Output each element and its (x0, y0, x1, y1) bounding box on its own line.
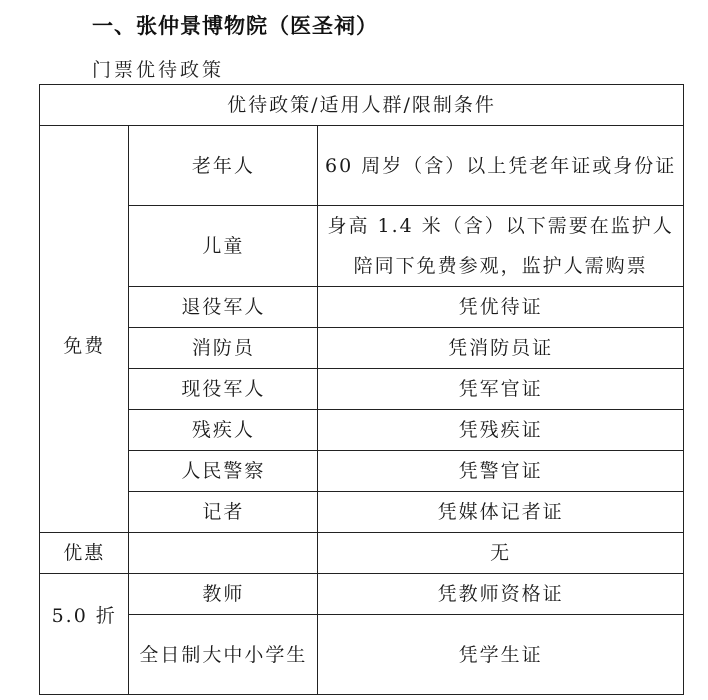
table-row (40, 615, 684, 695)
group-cell: 记者 (129, 492, 318, 533)
condition-cell: 60 周岁（含）以上凭老年证或身份证 (318, 126, 684, 206)
table-row (40, 574, 684, 615)
section-title: 一、张仲景博物院（医圣祠） (92, 14, 378, 38)
table-row (40, 328, 684, 369)
table-row (40, 126, 684, 206)
condition-cell: 凭军官证 (318, 369, 684, 410)
table-row (40, 287, 684, 328)
condition-cell: 凭学生证 (318, 615, 684, 695)
group-cell: 教师 (129, 574, 318, 615)
table-row (40, 369, 684, 410)
group-cell: 消防员 (129, 328, 318, 369)
condition-cell: 凭消防员证 (318, 328, 684, 369)
table-row (40, 206, 684, 287)
condition-cell: 凭警官证 (318, 451, 684, 492)
table-row (40, 410, 684, 451)
table-header: 优待政策/适用人群/限制条件 (40, 85, 684, 126)
table-row (40, 533, 684, 574)
group-cell: 退役军人 (129, 287, 318, 328)
group-cell: 儿童 (129, 206, 318, 287)
table-header-row (40, 85, 684, 126)
group-cell: 人民警察 (129, 451, 318, 492)
table-row (40, 492, 684, 533)
group-cell: 老年人 (129, 126, 318, 206)
condition-cell: 身高 1.4 米（含）以下需要在监护人陪同下免费参观，监护人需购票 (318, 206, 684, 287)
group-cell: 残疾人 (129, 410, 318, 451)
category-cell-free: 免费 (40, 126, 129, 533)
category-cell-discount: 优惠 (40, 533, 129, 574)
condition-cell: 无 (318, 533, 684, 574)
condition-cell: 凭媒体记者证 (318, 492, 684, 533)
condition-cell: 凭残疾证 (318, 410, 684, 451)
group-cell: 现役军人 (129, 369, 318, 410)
group-cell (129, 533, 318, 574)
category-cell-half-price: 5.0 折 (40, 574, 129, 695)
ticket-policy-table (39, 84, 684, 695)
condition-cell: 凭教师资格证 (318, 574, 684, 615)
table-row (40, 451, 684, 492)
condition-cell: 凭优待证 (318, 287, 684, 328)
group-cell: 全日制大中小学生 (129, 615, 318, 695)
section-subtitle: 门票优待政策 (92, 59, 225, 81)
